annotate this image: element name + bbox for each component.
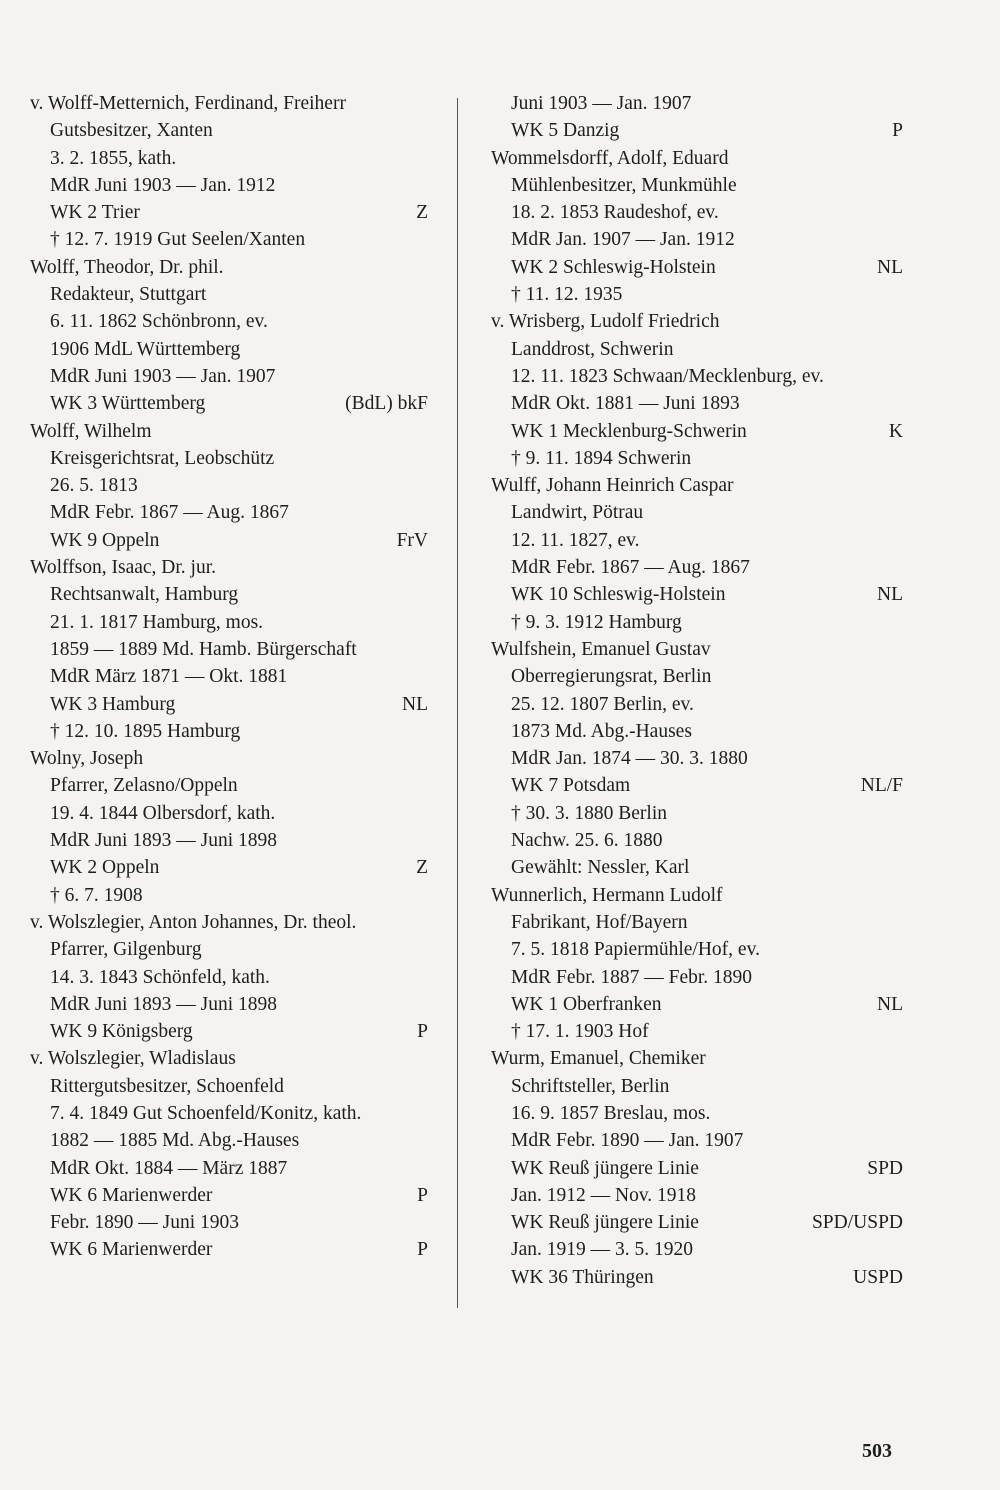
entry-text: Wulfshein, Emanuel Gustav: [491, 638, 711, 660]
entry-text: MdR Okt. 1884 — März 1887: [50, 1157, 288, 1179]
party-label: Z: [416, 857, 428, 879]
entry-detail-line: [30, 882, 428, 909]
entry-detail-line: [491, 254, 903, 281]
entry-text: MdR März 1871 — Okt. 1881: [50, 666, 288, 688]
party-label: NL/F: [860, 775, 903, 797]
entry-text: 1859 — 1889 Md. Hamb. Bürgerschaft: [50, 638, 357, 660]
entry-text: Landwirt, Pötrau: [511, 502, 644, 524]
entry-detail-line: [491, 1155, 903, 1182]
entry-detail-line: [491, 581, 903, 608]
entry-text: Schriftsteller, Berlin: [511, 1075, 670, 1097]
entry-text: MdR Juni 1903 — Jan. 1912: [50, 174, 276, 196]
entry-text: 1906 MdL Württemberg: [50, 338, 241, 360]
entry-text: † 11. 12. 1935: [511, 284, 623, 306]
entry-detail-line: [491, 772, 903, 799]
entry-detail-line: [491, 363, 903, 390]
entry-detail-line: [30, 1127, 428, 1154]
entry-text: Jan. 1919 — 3. 5. 1920: [511, 1239, 693, 1261]
entry-detail-line: [491, 854, 903, 881]
entry-detail-line: [491, 745, 903, 772]
party-label: NL: [402, 693, 428, 715]
entry-detail-line: [491, 418, 903, 445]
left-column: [30, 90, 428, 1264]
right-column: [491, 90, 903, 1291]
entry-detail-line: [491, 117, 903, 144]
entry-detail-line: [491, 609, 903, 636]
entry-name-line: [30, 554, 428, 581]
entry-detail-line: [30, 145, 428, 172]
entry-detail-line: [30, 472, 428, 499]
entry-detail-line: [491, 964, 903, 991]
entry-text: † 9. 11. 1894 Schwerin: [511, 447, 692, 469]
entry-text: Wolffson, Isaac, Dr. jur.: [30, 557, 216, 579]
entry-text: Wolny, Joseph: [30, 748, 144, 770]
entry-detail-line: [30, 226, 428, 253]
entry-name-line: [30, 418, 428, 445]
entry-name-line: [491, 145, 903, 172]
entry-text: MdR Juni 1893 — Juni 1898: [50, 993, 277, 1015]
entry-detail-line: [30, 117, 428, 144]
entry-detail-line: [30, 199, 428, 226]
entry-text: MdR Febr. 1887 — Febr. 1890: [511, 966, 753, 988]
entry-text: 1873 Md. Abg.-Hauses: [511, 720, 692, 742]
party-label: P: [892, 120, 903, 142]
entry-detail-line: [30, 691, 428, 718]
entry-text: v. Wrisberg, Ludolf Friedrich: [491, 311, 720, 333]
entry-text: MdR Jan. 1907 — Jan. 1912: [511, 229, 735, 251]
entry-text: MdR Febr. 1890 — Jan. 1907: [511, 1130, 744, 1152]
entry-text: † 17. 1. 1903 Hof: [511, 1021, 649, 1043]
entry-name-line: [491, 882, 903, 909]
entry-detail-line: [30, 363, 428, 390]
entry-text: 19. 4. 1844 Olbersdorf, kath.: [50, 802, 276, 824]
entry-detail-line: [491, 445, 903, 472]
entry-text: WK 9 Oppeln: [50, 529, 160, 551]
entry-detail-line: [491, 281, 903, 308]
entry-text: Rittergutsbesitzer, Schoenfeld: [50, 1075, 284, 1097]
party-label: K: [888, 420, 903, 442]
entry-text: Wurm, Emanuel, Chemiker: [491, 1048, 706, 1070]
entry-detail-line: [30, 1073, 428, 1100]
entry-detail-line: [491, 800, 903, 827]
entry-name-line: [491, 636, 903, 663]
entry-text: Landdrost, Schwerin: [511, 338, 674, 360]
entry-name-line: [30, 909, 428, 936]
party-label: P: [417, 1239, 428, 1261]
party-label: NL: [877, 993, 903, 1015]
party-label: (BdL) bkF: [345, 393, 428, 415]
entry-detail-line: [30, 390, 428, 417]
entry-name-line: [30, 1045, 428, 1072]
entry-text: WK Reuß jüngere Linie: [511, 1212, 699, 1234]
entry-name-line: [491, 1045, 903, 1072]
entry-detail-line: [491, 936, 903, 963]
entry-text: 26. 5. 1813: [50, 475, 138, 497]
entry-detail-line: [491, 1209, 903, 1236]
entry-text: Wolff, Wilhelm: [30, 420, 152, 442]
entry-text: 12. 11. 1827, ev.: [511, 529, 640, 551]
entry-text: MdR Febr. 1867 — Aug. 1867: [511, 557, 750, 579]
entry-text: 21. 1. 1817 Hamburg, mos.: [50, 611, 264, 633]
entry-text: WK 7 Potsdam: [511, 775, 631, 797]
entry-text: WK 3 Hamburg: [50, 693, 176, 715]
entry-detail-line: [30, 1100, 428, 1127]
entry-detail-line: [491, 663, 903, 690]
entry-name-line: [491, 308, 903, 335]
entry-detail-line: [491, 1073, 903, 1100]
entry-detail-line: [30, 1182, 428, 1209]
entry-detail-line: [491, 527, 903, 554]
entry-detail-line: [491, 1100, 903, 1127]
entry-text: Rechtsanwalt, Hamburg: [50, 584, 239, 606]
entry-text: Wolff, Theodor, Dr. phil.: [30, 256, 224, 278]
entry-detail-line: [30, 1018, 428, 1045]
entry-text: Wulff, Johann Heinrich Caspar: [491, 475, 734, 497]
entry-detail-line: [491, 336, 903, 363]
entry-detail-line: [30, 527, 428, 554]
entry-detail-line: [30, 1155, 428, 1182]
entry-text: 6. 11. 1862 Schönbronn, ev.: [50, 311, 268, 333]
entry-detail-line: [491, 554, 903, 581]
entry-detail-line: [30, 964, 428, 991]
party-label: USPD: [853, 1266, 903, 1288]
entry-detail-line: [30, 308, 428, 335]
entry-text: Jan. 1912 — Nov. 1918: [511, 1184, 697, 1206]
entry-text: WK 2 Oppeln: [50, 857, 160, 879]
entry-text: WK 3 Württemberg: [50, 393, 206, 415]
entry-detail-line: [491, 1236, 903, 1263]
entry-text: Wommelsdorff, Adolf, Eduard: [491, 147, 729, 169]
page-number: 503: [862, 1440, 892, 1462]
entry-text: † 9. 3. 1912 Hamburg: [511, 611, 682, 633]
entry-text: 18. 2. 1853 Raudeshof, ev.: [511, 202, 719, 224]
entry-text: MdR Okt. 1881 — Juni 1893: [511, 393, 740, 415]
party-label: NL: [877, 584, 903, 606]
entry-text: Mühlenbesitzer, Munkmühle: [511, 174, 737, 196]
entry-text: WK 1 Oberfranken: [511, 993, 662, 1015]
entry-text: 25. 12. 1807 Berlin, ev.: [511, 693, 694, 715]
entry-detail-line: [30, 772, 428, 799]
entry-detail-line: [30, 1209, 428, 1236]
entry-text: MdR Juni 1893 — Juni 1898: [50, 830, 277, 852]
entry-text: WK 6 Marienwerder: [50, 1239, 213, 1261]
entry-detail-line: [491, 90, 903, 117]
entry-detail-line: [491, 1182, 903, 1209]
party-label: NL: [877, 256, 903, 278]
entry-text: 7. 4. 1849 Gut Schoenfeld/Konitz, kath.: [50, 1102, 362, 1124]
entry-text: 3. 2. 1855, kath.: [50, 147, 177, 169]
entry-text: 7. 5. 1818 Papiermühle/Hof, ev.: [511, 939, 760, 961]
entry-text: Febr. 1890 — Juni 1903: [50, 1212, 240, 1234]
entry-detail-line: [30, 609, 428, 636]
entry-text: † 6. 7. 1908: [50, 884, 143, 906]
entry-text: Oberregierungsrat, Berlin: [511, 666, 712, 688]
entry-text: Pfarrer, Zelasno/Oppeln: [50, 775, 238, 797]
entry-text: † 30. 3. 1880 Berlin: [511, 802, 667, 824]
entry-detail-line: [30, 499, 428, 526]
entry-detail-line: [30, 718, 428, 745]
entry-text: Redakteur, Stuttgart: [50, 284, 207, 306]
entry-text: MdR Jan. 1874 — 30. 3. 1880: [511, 748, 748, 770]
entry-text: WK 1 Mecklenburg-Schwerin: [511, 420, 747, 442]
entry-detail-line: [491, 991, 903, 1018]
entry-text: 12. 11. 1823 Schwaan/Mecklenburg, ev.: [511, 365, 824, 387]
entry-detail-line: [30, 936, 428, 963]
party-label: Z: [416, 202, 428, 224]
entry-detail-line: [30, 991, 428, 1018]
entry-detail-line: [30, 636, 428, 663]
entry-text: MdR Febr. 1867 — Aug. 1867: [50, 502, 289, 524]
party-label: FrV: [396, 529, 428, 551]
entry-name-line: [30, 254, 428, 281]
entry-text: v. Wolszlegier, Wladislaus: [30, 1048, 236, 1070]
entry-text: WK 5 Danzig: [511, 120, 620, 142]
entry-detail-line: [30, 800, 428, 827]
entry-text: WK Reuß jüngere Linie: [511, 1157, 699, 1179]
entry-detail-line: [491, 172, 903, 199]
entry-text: Fabrikant, Hof/Bayern: [511, 911, 688, 933]
entry-text: WK 2 Schleswig-Holstein: [511, 256, 716, 278]
entry-detail-line: [30, 581, 428, 608]
entry-text: WK 6 Marienwerder: [50, 1184, 213, 1206]
entry-text: v. Wolff-Metternich, Ferdinand, Freiherr: [30, 93, 346, 114]
entry-detail-line: [491, 718, 903, 745]
column-divider: [457, 98, 458, 1308]
entry-detail-line: [491, 827, 903, 854]
entry-detail-line: [491, 1127, 903, 1154]
entry-text: Juni 1903 — Jan. 1907: [511, 93, 692, 114]
party-label: P: [417, 1184, 428, 1206]
entry-detail-line: [30, 445, 428, 472]
entry-text: † 12. 10. 1895 Hamburg: [50, 720, 241, 742]
entry-text: 16. 9. 1857 Breslau, mos.: [511, 1102, 711, 1124]
entry-detail-line: [491, 909, 903, 936]
entry-detail-line: [30, 663, 428, 690]
entry-text: 1882 — 1885 Md. Abg.-Hauses: [50, 1130, 300, 1152]
entry-detail-line: [491, 1264, 903, 1291]
entry-detail-line: [491, 1018, 903, 1045]
entry-detail-line: [30, 827, 428, 854]
entry-text: WK 10 Schleswig-Holstein: [511, 584, 726, 606]
entry-text: 14. 3. 1843 Schönfeld, kath.: [50, 966, 270, 988]
entry-text: WK 2 Trier: [50, 202, 140, 224]
entry-detail-line: [491, 199, 903, 226]
party-label: SPD/USPD: [811, 1212, 903, 1234]
entry-detail-line: [30, 172, 428, 199]
entry-detail-line: [491, 499, 903, 526]
entry-detail-line: [491, 226, 903, 253]
entry-detail-line: [30, 1236, 428, 1263]
entry-text: † 12. 7. 1919 Gut Seelen/Xanten: [50, 229, 306, 251]
entry-text: Gutsbesitzer, Xanten: [50, 120, 213, 142]
entry-text: v. Wolszlegier, Anton Johannes, Dr. theol.: [30, 911, 357, 933]
entry-detail-line: [491, 691, 903, 718]
entry-text: Pfarrer, Gilgenburg: [50, 939, 202, 961]
entry-text: WK 36 Thüringen: [511, 1266, 654, 1288]
party-label: SPD: [867, 1157, 903, 1179]
entry-name-line: [30, 745, 428, 772]
entry-text: WK 9 Königsberg: [50, 1021, 193, 1043]
entry-name-line: [30, 90, 428, 117]
entry-detail-line: [30, 336, 428, 363]
entry-text: Nachw. 25. 6. 1880: [511, 830, 663, 852]
entry-text: Gewählt: Nessler, Karl: [511, 857, 690, 879]
entry-text: MdR Juni 1903 — Jan. 1907: [50, 365, 276, 387]
entry-detail-line: [30, 854, 428, 881]
entry-detail-line: [491, 390, 903, 417]
entry-detail-line: [30, 281, 428, 308]
entry-name-line: [491, 472, 903, 499]
entry-text: Wunnerlich, Hermann Ludolf: [491, 884, 723, 906]
entry-text: Kreisgerichtsrat, Leobschütz: [50, 447, 275, 469]
party-label: P: [417, 1021, 428, 1043]
